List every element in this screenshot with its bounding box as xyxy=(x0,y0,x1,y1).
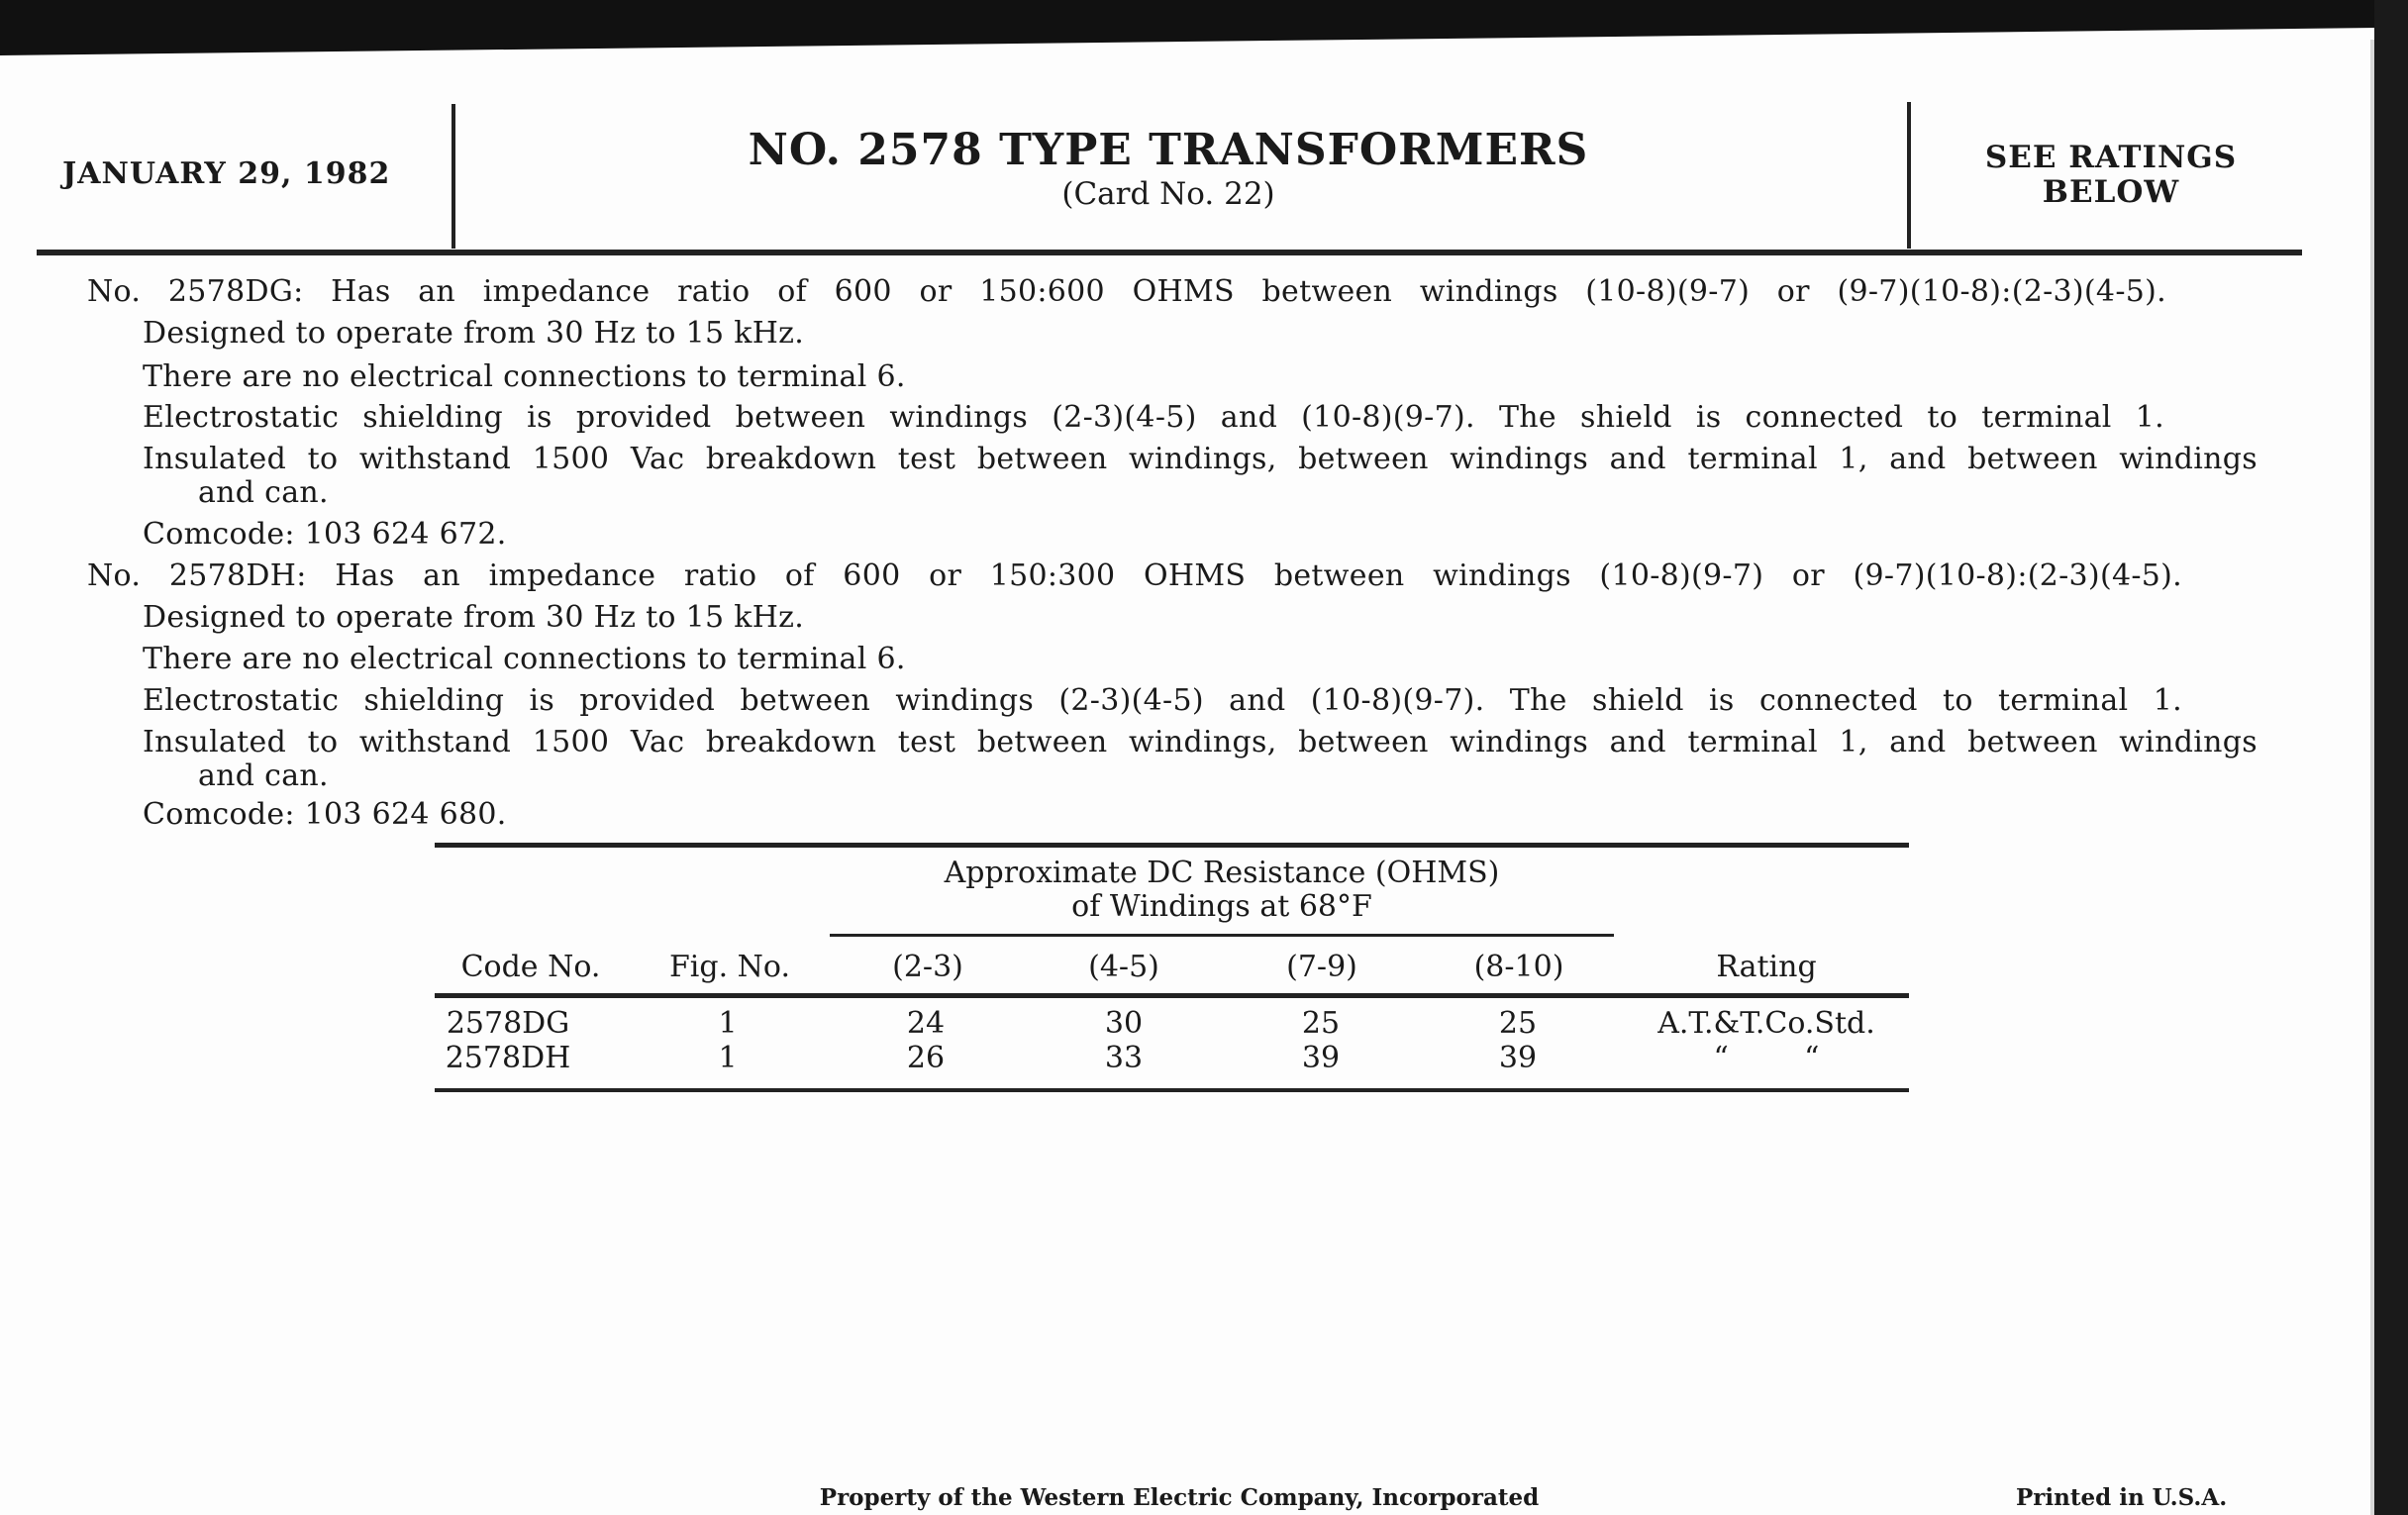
scan-border-right xyxy=(2374,0,2408,1515)
cell-4-5: 30 xyxy=(1104,1006,1144,1041)
header-divider-right xyxy=(1907,102,1911,249)
card-date: JANUARY 29, 1982 xyxy=(62,156,391,191)
dh-frequency: Designed to operate from 30 Hz to 15 kHz. xyxy=(143,600,805,635)
cell-7-9: 39 xyxy=(1301,1041,1341,1075)
cell-4-5: 33 xyxy=(1104,1041,1144,1075)
col-header-rating: Rating xyxy=(1716,950,1817,984)
dg-frequency: Designed to operate from 30 Hz to 15 kHz. xyxy=(143,316,805,351)
cell-rating: “ “ xyxy=(1713,1041,1820,1075)
cell-8-10: 25 xyxy=(1498,1006,1538,1041)
group-header-rule xyxy=(830,934,1614,937)
cell-2-3: 24 xyxy=(906,1006,946,1041)
cell-fig: 1 xyxy=(718,1041,738,1075)
dh-description: No. 2578DH: Has an impedance ratio of 600 or 150:300 OHMS between windings (10-8)(9-7) or (9-7)(10-8):(2-3)(4-5). xyxy=(87,558,2182,593)
col-header-7-9: (7-9) xyxy=(1286,950,1357,984)
card-title: NO. 2578 TYPE TRANSFORMERS xyxy=(748,125,1589,175)
header-divider-left xyxy=(452,104,455,249)
dg-comcode: Comcode: 103 624 672. xyxy=(143,517,507,552)
dg-no-connection: There are no electrical connections to terminal 6. xyxy=(143,359,906,394)
col-header-fig: Fig. No. xyxy=(668,950,791,984)
ratings-note-line1: SEE RATINGS xyxy=(1984,140,2238,175)
table-bottom-rule xyxy=(435,1088,1909,1092)
table-top-rule xyxy=(435,843,1909,848)
cell-2-3: 26 xyxy=(906,1041,946,1075)
dh-comcode: Comcode: 103 624 680. xyxy=(143,797,507,832)
footer-property: Property of the Western Electric Company, Incorporated xyxy=(819,1484,1540,1511)
dh-insulation-cont: and can. xyxy=(198,758,329,793)
dh-no-connection: There are no electrical connections to terminal 6. xyxy=(143,642,906,676)
scan-border-top xyxy=(0,0,2408,59)
col-header-code: Code No. xyxy=(460,950,601,984)
cell-code: 2578DH xyxy=(445,1041,571,1075)
cell-code: 2578DG xyxy=(446,1006,570,1041)
dg-insulation-cont: and can. xyxy=(198,475,329,510)
dg-insulation: Insulated to withstand 1500 Vac breakdown test between windings, between windings and terminal 1, and between windings xyxy=(143,442,2258,476)
cell-fig: 1 xyxy=(718,1006,738,1041)
header-rule xyxy=(37,250,2302,255)
group-header-line2: of Windings at 68°F xyxy=(1071,889,1372,924)
footer-printed: Printed in U.S.A. xyxy=(2016,1484,2228,1511)
ratings-note-line2: BELOW xyxy=(2042,174,2180,210)
col-header-2-3: (2-3) xyxy=(892,950,963,984)
table-header-rule xyxy=(435,993,1909,998)
cell-7-9: 25 xyxy=(1301,1006,1341,1041)
dg-shielding: Electrostatic shielding is provided between windings (2-3)(4-5) and (10-8)(9-7). The shield is connected to terminal 1. xyxy=(143,400,2164,435)
card-subtitle: (Card No. 22) xyxy=(1061,176,1275,212)
dh-shielding: Electrostatic shielding is provided between windings (2-3)(4-5) and (10-8)(9-7). The shield is connected to terminal 1. xyxy=(143,683,2182,718)
group-header-line1: Approximate DC Resistance (OHMS) xyxy=(944,856,1500,890)
dh-insulation: Insulated to withstand 1500 Vac breakdown test between windings, between windings and terminal 1, and between windings xyxy=(143,725,2258,759)
col-header-8-10: (8-10) xyxy=(1473,950,1564,984)
col-header-4-5: (4-5) xyxy=(1088,950,1159,984)
cell-8-10: 39 xyxy=(1498,1041,1538,1075)
dg-description: No. 2578DG: Has an impedance ratio of 600 or 150:600 OHMS between windings (10-8)(9-7) or (9-7)(10-8):(2-3)(4-5). xyxy=(87,274,2166,309)
cell-rating: A.T.&T.Co.Std. xyxy=(1657,1006,1875,1041)
